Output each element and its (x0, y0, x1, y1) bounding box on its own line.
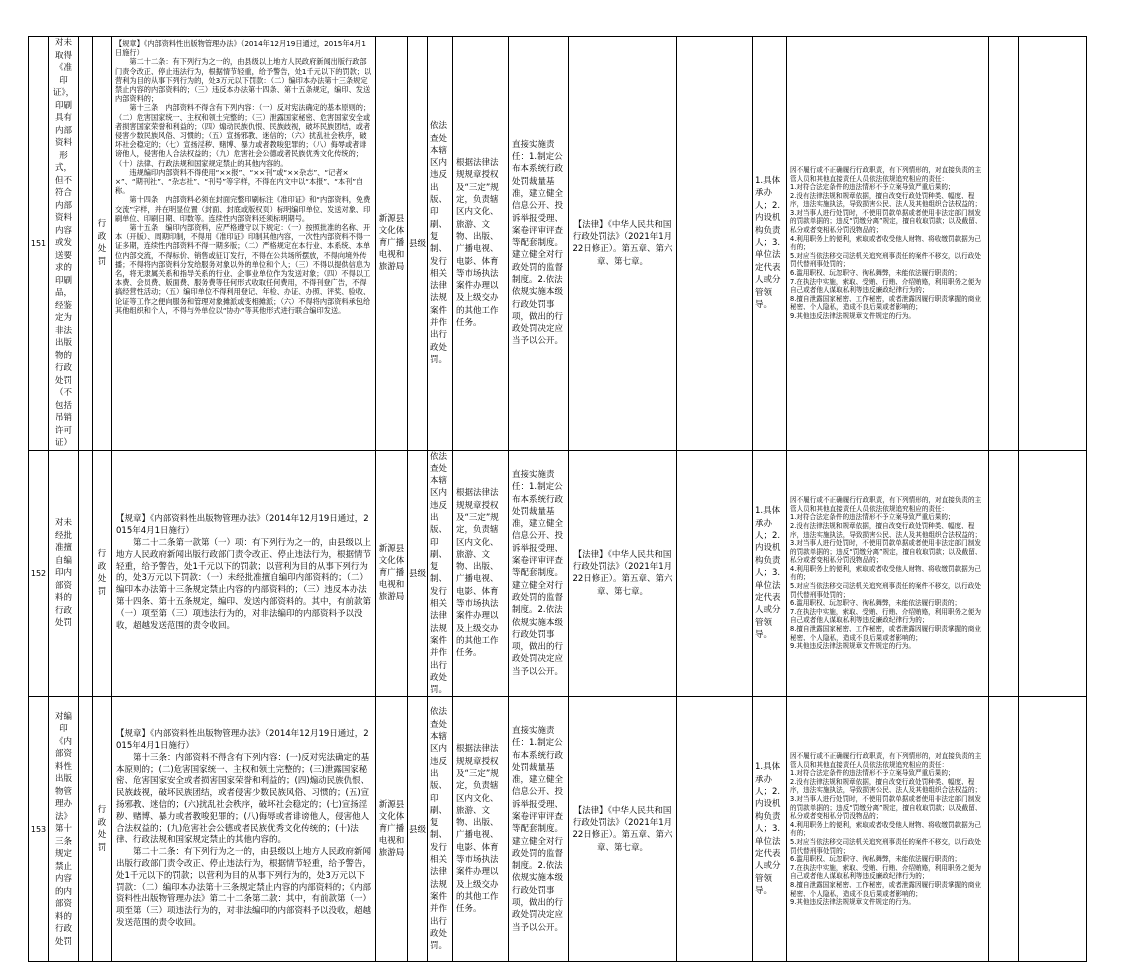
enforcement-subject-cell: 依法查处本辖区内违反出版、印刷、复制、发行相关法律法规案件并作出行政处罚。 (428, 450, 453, 697)
table-body (29, 37, 1087, 962)
row-number: 153 (29, 697, 49, 962)
legal-basis-paragraph: 【规章】《内部资料性出版物管理办法》（2014年12月19日通过，2015年4月1日施行） (116, 729, 369, 751)
legal-basis-paragraph: 第十三条：内部资料不得含有下列内容：(一)反对宪法确定的基本原则的；(二)危害国家统一、主权和领土完整的；(三)泄露国家秘密、危害国家安全或者损害国家荣誉和利益的；(四)煽动民族仇恨、民族歧视，破坏民族团结，或者侵害少数民族风俗、习惯的；(五)宣扬邪教、迷信的；(六)扰乱社会秩序，破坏社会稳定的；(七)宣扬淫秽、赌博、暴力或者教唆犯罪的；(八)侮辱或者诽谤他人，侵害他人合法权益的；(九)危害社会公德或者民族优秀文化传统的；(十)法律、行政法规和国家规定禁止的其他内容的。 (116, 752, 370, 846)
table-row (29, 697, 1087, 962)
accountability-item: 6.滥用职权、玩忽职守、徇私舞弊，未能依法履行职责的； (790, 599, 962, 608)
accountability-item: 9.其他违反法律法规规章文件规定的行为。 (790, 312, 915, 320)
accountability-list-cell (787, 450, 989, 697)
accountability-item: 6.滥用职权、玩忽职守、徇私舞弊，未能依法履行职责的； (790, 855, 962, 864)
law-reference-cell: 【法律】《中华人民共和国行政处罚法》（2021年1月22日修正）。第五章、第六章、第七章。 (569, 450, 677, 697)
level-cell: 县级 (408, 37, 428, 451)
legal-basis-paragraph: 【规章】《内部资料性出版物管理办法》（2014年12月19日通过，2015年4月1日施行） (115, 39, 366, 58)
accountability-item: 8.擅自泄露国家秘密、工作秘密，或者泄露因履行职责掌握的商业秘密、个人隐私，造成不良后果或者影响的； (790, 625, 981, 642)
accountability-item: 4.利用职务上的便利，索取或者收受他人财物、将收缴罚款据为己有的； (790, 820, 981, 838)
legal-basis-paragraph: 第二十二条第一款第（一）项：有下列行为之一的，由县级以上地方人民政府新闻出版行政部门责令改正、停止违法行为，根据情节轻重，给予警告，处1千元以下的罚款；以营利为目的从事下列行为的，处3万元以下罚款：（一）未经批准擅自编印内部资料的；（二）编印本办法第十三条规定禁止内容的内部资料的；（三）违反本办法第十四条、第十五条规定，编印、发送内部资料的。其中，有前款第（一）项至第（三）项违法行为的，对非法编印的内部资料予以没收，超越发送范围的责令收回。 (116, 538, 372, 631)
blank-cell (989, 697, 1019, 962)
accountability-item: 2.没有法律法规和规章依据，擅自改变行政处罚种类、幅度、程序，违法实施执法，导致损害公民、法人及其他组织合法权益的； (790, 191, 982, 209)
law-reference-cell: 【法律】《中华人民共和国行政处罚法》（2021年1月22日修正）。第五章、第六章、第七章。 (569, 37, 677, 451)
accountability-item: 3.对当事人进行处罚时，不使用罚款单据或者使用非法定部门制发的罚款单据的；违反“罚缴分离”规定，擅自收取罚款；以及截留、私分或者变相私分罚没物品的； (790, 208, 982, 235)
responsibility-basis-cell: 根据法律法规规章授权及“三定”规定，负责辖区内文化、旅游、文物、出版、广播电视、电影、体育等市场执法案件办理以及上级交办的其他工作任务。 (453, 697, 509, 962)
accountability-item: 5.对应当依法移交司法机关追究刑事责任的案件不移交，以行政处罚代替刑事处罚的； (790, 251, 981, 269)
blank-cell (1019, 37, 1087, 451)
accountability-item: 1.对符合法定条件的违法情形不予立案导致严重后果的； (790, 183, 955, 192)
responsibility-basis-cell: 根据法律法规规章授权及“三定”规定，负责辖区内文化、旅游、文物、出版、广播电视、电影、体育等市场执法案件办理以及上级交办的其他工作任务。 (453, 37, 509, 451)
responsibility-basis-cell: 根据法律法规规章授权及“三定”规定，负责辖区内文化、旅游、文物、出版、广播电视、电影、体育等市场执法案件办理以及上级交办的其他工作任务。 (453, 450, 509, 697)
blank-cell (989, 450, 1019, 697)
legal-basis-cell (112, 37, 376, 451)
accountability-item: 4.利用职务上的便利，索取或者收受他人财物、将收缴罚款据为己有的； (790, 234, 981, 252)
implementation-duty-cell: 直接实施责任：1.制定公布本系统行政处罚裁量基准，建立健全信息公开、投诉举报受理、案卷评审评查等配套制度。建立健全对行政处罚的监督制度。2.依法依规实施本级行政处罚事项，做出的行政处罚决定应当予以公开。 (509, 450, 569, 697)
category-cell: 行政处罚 (93, 37, 112, 451)
blank-cell (1019, 697, 1087, 962)
accountability-item: 8.擅自泄露国家秘密、工作秘密，或者泄露因履行职责掌握的商业秘密、个人隐私，造成不良后果或者影响的； (790, 881, 981, 898)
table-row (29, 450, 1087, 697)
accountability-list-cell (787, 697, 989, 962)
item-name-cell: 对未取得《准印证》，印刷具有内部资料形式，但不符合内部资料内容或发送要求的印刷品，经鉴定为非法出版物的行政处罚（不包括吊销许可证） (49, 37, 79, 451)
accountability-item: 7.在执法中实施，索取、受贿、行贿、介绍贿赂，利用职务之便为自己或者他人谋取私利等违反廉政纪律行为的； (790, 277, 981, 295)
accountability-item: 1.对符合法定条件的违法情形不予立案导致严重后果的； (790, 513, 955, 522)
blank-cell (1019, 450, 1087, 697)
blank-cell (79, 37, 93, 451)
accountable-person-cell: 1.具体承办人；2.内设机构负责人；3.单位法定代表人或分管领导。 (753, 450, 787, 697)
department-cell: 新源县文化体育广播电视和旅游局 (376, 37, 408, 451)
accountability-item: 7.在执法中实施，索取、受贿、行贿、介绍贿赂，利用职务之便为自己或者他人谋取私利等违反廉政纪律行为的； (790, 863, 981, 881)
accountability-item: 3.对当事人进行处罚时，不使用罚款单据或者使用非法定部门制发的罚款单据的；违反“罚缴分离”规定，擅自收取罚款；以及截留、私分或者变相私分罚没物品的； (790, 539, 982, 565)
level-cell: 县级 (408, 697, 428, 962)
implementation-duty-cell: 直接实施责任：1.制定公布本系统行政处罚裁量基准，建立健全信息公开、投诉举报受理、案卷评审评查等配套制度。建立健全对行政处罚的监督制度。2.依法依规实施本级行政处罚事项，做出的行政处罚决定应当予以公开。 (509, 697, 569, 962)
legal-basis-paragraph: 第二十二条：有下列行为之一的，由县级以上地方人民政府新闻出版行政部门责令改正、停止违法行为，根据情节轻重，给予警告，处1千元以下的罚款；以营利为目的从事下列行为的，处3万元以下罚款：（二）编印本办法第十三条规定禁止内容的内部资料的；（三）违反本办法第十四条、第十五条规定，编印、发送内部资料的； (115, 57, 372, 104)
row-number: 151 (29, 37, 49, 451)
table-row (29, 37, 1087, 451)
legal-basis-paragraph: 第十四条 内部资料必须在封面完整印刷标注《准印证》和“内部资料，免费交流”字样，并在明显位置（封面、封底或版权页）标明编印单位、发送对象、印刷单位、印刷日期、印数等。连续性内部资料还须标明期号。 (115, 195, 371, 223)
legal-basis-cell (112, 697, 376, 962)
item-name-cell: 对编印《内部资料性出版物管理办法》第十三条规定禁止内容的内部资料的行政处罚 (49, 697, 79, 962)
accountability-item: 4.利用职务上的便利，索取或者收受他人财物、将收缴罚款据为己有的； (790, 564, 981, 582)
legal-basis-paragraph: 第十五条 编印内部资料，应严格遵守以下规定：（一）按照批准的名称、开本（开版）、周期印制，不得用《准印证》印制其他内容，一次性内部资料不得一证多期，连续性内部资料不得一期多版；（二）严格规定在本行业、本系统、本单位内部交流，不得标价、销售或征订发行，不得在公共场所摆放，不得向境外传播；不得将内部资料分发给服务对象以外的单位和个人；（三）不得以提供信息为名，将无隶属关系和指导关系的行业、企事业单位作为发送对象；（四）不得以工本费、会员费、版面费、服务费等任何形式收取任何费用，不得刊登广告，不得搞经营性活动；（五）编印单位不得利用登记、年检、办证、办照、评奖、验收、论证等工作之便向服务和管理对象摊派或变相摊派；（六）不得将内部资料承包给其他组织和个人，不得与外单位以“协办”等其他形式进行联合编印发送。 (115, 223, 371, 315)
law-reference-cell: 【法律】《中华人民共和国行政处罚法》（2021年1月22日修正）。第五章、第六章、第七章。 (569, 697, 677, 962)
accountability-item: 因不履行或不正确履行行政职责，有下列情形的，对直接负责的主管人员和其他直接责任人员依法依规追究相应的责任： (790, 752, 982, 769)
blank-cell (677, 697, 753, 962)
accountable-person-cell: 1.具体承办人；2.内设机构负责人；3.单位法定代表人或分管领导。 (753, 697, 787, 962)
accountability-item: 2.没有法律法规和规章依据，擅自改变行政处罚种类、幅度、程序，违法实施执法，导致损害公民、法人及其他组织合法权益的； (790, 777, 982, 795)
blank-cell (79, 450, 93, 697)
accountable-person-cell: 1.具体承办人；2.内设机构负责人；3.单位法定代表人或分管领导。 (753, 37, 787, 451)
legal-basis-paragraph: 违规编印内部资料不得使用“××报”、“××刊”或“××杂志”、“记者××”、“期刊社”、“杂志社”、“刊号”等字样，不得在内文中以“本报”、“本刊”自称。 (115, 167, 364, 196)
accountability-item: 5.对应当依法移交司法机关追究刑事责任的案件不移交，以行政处罚代替刑事处罚的； (790, 838, 981, 855)
accountability-item: 8.擅自泄露国家秘密、工作秘密，或者泄露因履行职责掌握的商业秘密、个人隐私，造成不良后果或者影响的； (790, 294, 981, 312)
blank-cell (677, 37, 753, 451)
legal-basis-paragraph: 第十三条 内部资料不得含有下列内容：（一）反对宪法确定的基本原则的；（二）危害国家统一、主权和领土完整的；（三）泄露国家秘密、危害国家安全或者损害国家荣誉和利益的；（四）煽动民族仇恨、民族歧视，破坏民族团结，或者侵害少数民族风俗、习惯的；（五）宣扬邪教、迷信的；（六）扰乱社会秩序，破坏社会稳定的；（七）宣扬淫秽、赌博、暴力或者教唆犯罪的；（八）侮辱或者诽谤他人，侵害他人合法权益的；（九）危害社会公德或者民族优秀文化传统的；（十）法律、行政法规和国家规定禁止的其他内容的。 (115, 103, 371, 168)
accountability-item: 6.滥用职权、玩忽职守、徇私舞弊，未能依法履行职责的； (790, 269, 962, 278)
accountability-item: 2.没有法律法规和规章依据，擅自改变行政处罚种类、幅度、程序，违法实施执法，导致损害公民、法人及其他组织合法权益的； (790, 521, 982, 539)
accountability-item: 因不履行或不正确履行行政职责，有下列情形的，对直接负责的主管人员和其他直接责任人员依法依规追究相应的责任： (790, 165, 982, 183)
accountability-list-cell (787, 37, 989, 451)
level-cell: 县级 (408, 450, 428, 697)
legal-basis-paragraph: 第二十二条：有下列行为之一的，由县级以上地方人民政府新闻出版行政部门责令改正、停止违法行为，根据情节轻重，给予警告，处1千元以下的罚款；以营利为目的从事下列行为的，处3万元以下罚款：（二）编印本办法第十三条规定禁止内容的内部资料的；《内部资料性出版物管理办法》第二十二条第二款：其中，有前款第（一）项至第（三）项违法行为的，对非法编印的内部资料予以没收，超越发送范围的责令收回。 (116, 847, 372, 928)
blank-cell (79, 697, 93, 962)
enforcement-subject-cell: 依法查处本辖区内违反出版、印刷、复制、发行相关法律法规案件并作出行政处罚。 (428, 37, 453, 451)
accountability-item: 9.其他违反法律法规规章文件规定的行为。 (790, 898, 915, 907)
legal-basis-paragraph: 【规章】《内部资料性出版物管理办法》（2014年12月19日通过，2015年4月1日施行） (116, 514, 369, 537)
department-cell: 新源县文化体育广播电视和旅游局 (376, 697, 408, 962)
category-cell: 行政处罚 (93, 697, 112, 962)
accountability-item: 7.在执法中实施，索取、受贿、行贿、介绍贿赂，利用职务之便为自己或者他人谋取私利等违反廉政纪律行为的； (790, 607, 981, 625)
blank-cell (677, 450, 753, 697)
blank-cell (989, 37, 1019, 451)
category-cell: 行政处罚 (93, 450, 112, 697)
accountability-item: 5.对应当依法移交司法机关追究刑事责任的案件不移交，以行政处罚代替刑事处罚的； (790, 582, 981, 599)
legal-basis-cell (112, 450, 376, 697)
accountability-item: 3.对当事人进行处罚时，不使用罚款单据或者使用非法定部门制发的罚款单据的；违反“罚缴分离”规定，擅自收取罚款；以及截留、私分或者变相私分罚没物品的； (790, 795, 982, 821)
power-list-table (28, 36, 1087, 962)
accountability-item: 1.对符合法定条件的违法情形不予立案导致严重后果的； (790, 769, 955, 778)
accountability-item: 因不履行或不正确履行行政职责，有下列情形的，对直接负责的主管人员和其他直接责任人员依法依规追究相应的责任： (790, 496, 982, 513)
row-number: 152 (29, 450, 49, 697)
accountability-item: 9.其他违反法律法规规章文件规定的行为。 (790, 642, 915, 651)
item-name-cell: 对未经批准擅自编印内部资料的行政处罚 (49, 450, 79, 697)
implementation-duty-cell: 直接实施责任：1.制定公布本系统行政处罚裁量基准，建立健全信息公开、投诉举报受理、案卷评审评查等配套制度。建立健全对行政处罚的监督制度。2.依法依规实施本级行政处罚事项，做出的行政处罚决定应当予以公开。 (509, 37, 569, 451)
department-cell: 新源县文化体育广播电视和旅游局 (376, 450, 408, 697)
enforcement-subject-cell: 依法查处本辖区内违反出版、印刷、复制、发行相关法律法规案件并作出行政处罚。 (428, 697, 453, 962)
